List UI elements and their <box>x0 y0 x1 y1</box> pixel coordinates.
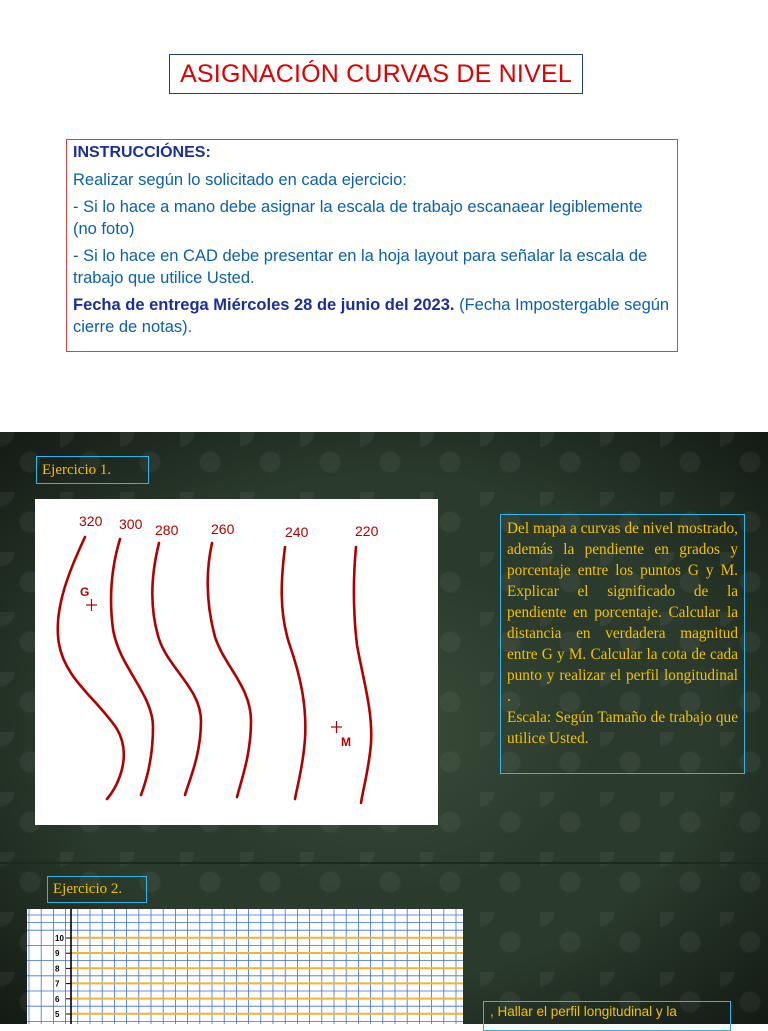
point-label-m: M <box>341 735 351 749</box>
instruction-line-1: Realizar según lo solicitado en cada ejercicio: <box>73 171 407 189</box>
grid-y-label: 5 <box>55 1010 60 1019</box>
contour-line-240 <box>282 547 306 799</box>
contour-label-280: 280 <box>155 522 179 538</box>
deadline-date: Fecha de entrega Miércoles 28 de junio del 2023. <box>73 296 455 314</box>
slide-separator <box>0 862 768 864</box>
point-marker-g <box>86 599 97 611</box>
contour-label-260: 260 <box>211 521 235 537</box>
contour-line-320 <box>58 537 124 799</box>
point-marker-m <box>331 721 342 733</box>
instruction-deadline <box>73 294 671 338</box>
contour-label-320: 320 <box>79 513 103 529</box>
exercise-1-description <box>500 514 745 774</box>
contour-map <box>35 499 438 825</box>
exercise-1-text: Del mapa a curvas de nivel mostrado, además la pendiente en grados y porcentaje entre los puntos G y M. Explicar el significado de la pendiente en porcentaje. Calcular la distancia en verdadera magnitud entre G y M. Calcular la cota de cada punto y realizar el perfil longitudinal . <box>507 520 738 705</box>
grid-y-label: 9 <box>55 949 60 959</box>
contour-label-300: 300 <box>119 516 143 532</box>
instruction-line-3: - Si lo hace en CAD debe presentar en la hoja layout para señalar la escala de trabajo que utilice Usted. <box>73 247 648 287</box>
instructions-box <box>66 139 678 352</box>
profile-grid <box>27 909 463 1024</box>
contour-line-220 <box>354 547 371 803</box>
instructions-heading: INSTRUCCIÓNES: <box>73 144 211 161</box>
profile-grid-svg <box>27 909 463 1024</box>
grid-y-label: 7 <box>55 979 60 989</box>
contour-label-220: 220 <box>355 523 379 539</box>
grid-y-label: 10 <box>55 934 64 943</box>
contour-label-240: 240 <box>285 524 309 540</box>
instruction-line-2: - Si lo hace a mano debe asignar la escala de trabajo escanaear legiblemente (no foto) <box>73 198 643 238</box>
exercise-2-description: , Hallar el perfil longitudinal y la <box>483 1001 731 1031</box>
contour-line-280 <box>152 543 201 795</box>
grid-y-label: 6 <box>55 994 60 1004</box>
exercise-1-scale: Escala: Según Tamaño de trabajo que utilice Usted. <box>507 709 738 747</box>
grid-y-label: 8 <box>55 964 60 974</box>
contour-line-260 <box>208 543 251 797</box>
exercise-1-label: Ejercicio 1. <box>36 456 149 484</box>
exercise-2-label: Ejercicio 2. <box>47 876 147 903</box>
point-label-g: G <box>80 585 90 599</box>
deadline-note: (Fecha Impostergable según cierre de notas). <box>73 296 670 336</box>
contour-line-300 <box>111 539 153 795</box>
document-page <box>0 0 768 432</box>
page-title: ASIGNACIÓN CURVAS DE NIVEL <box>169 54 583 94</box>
